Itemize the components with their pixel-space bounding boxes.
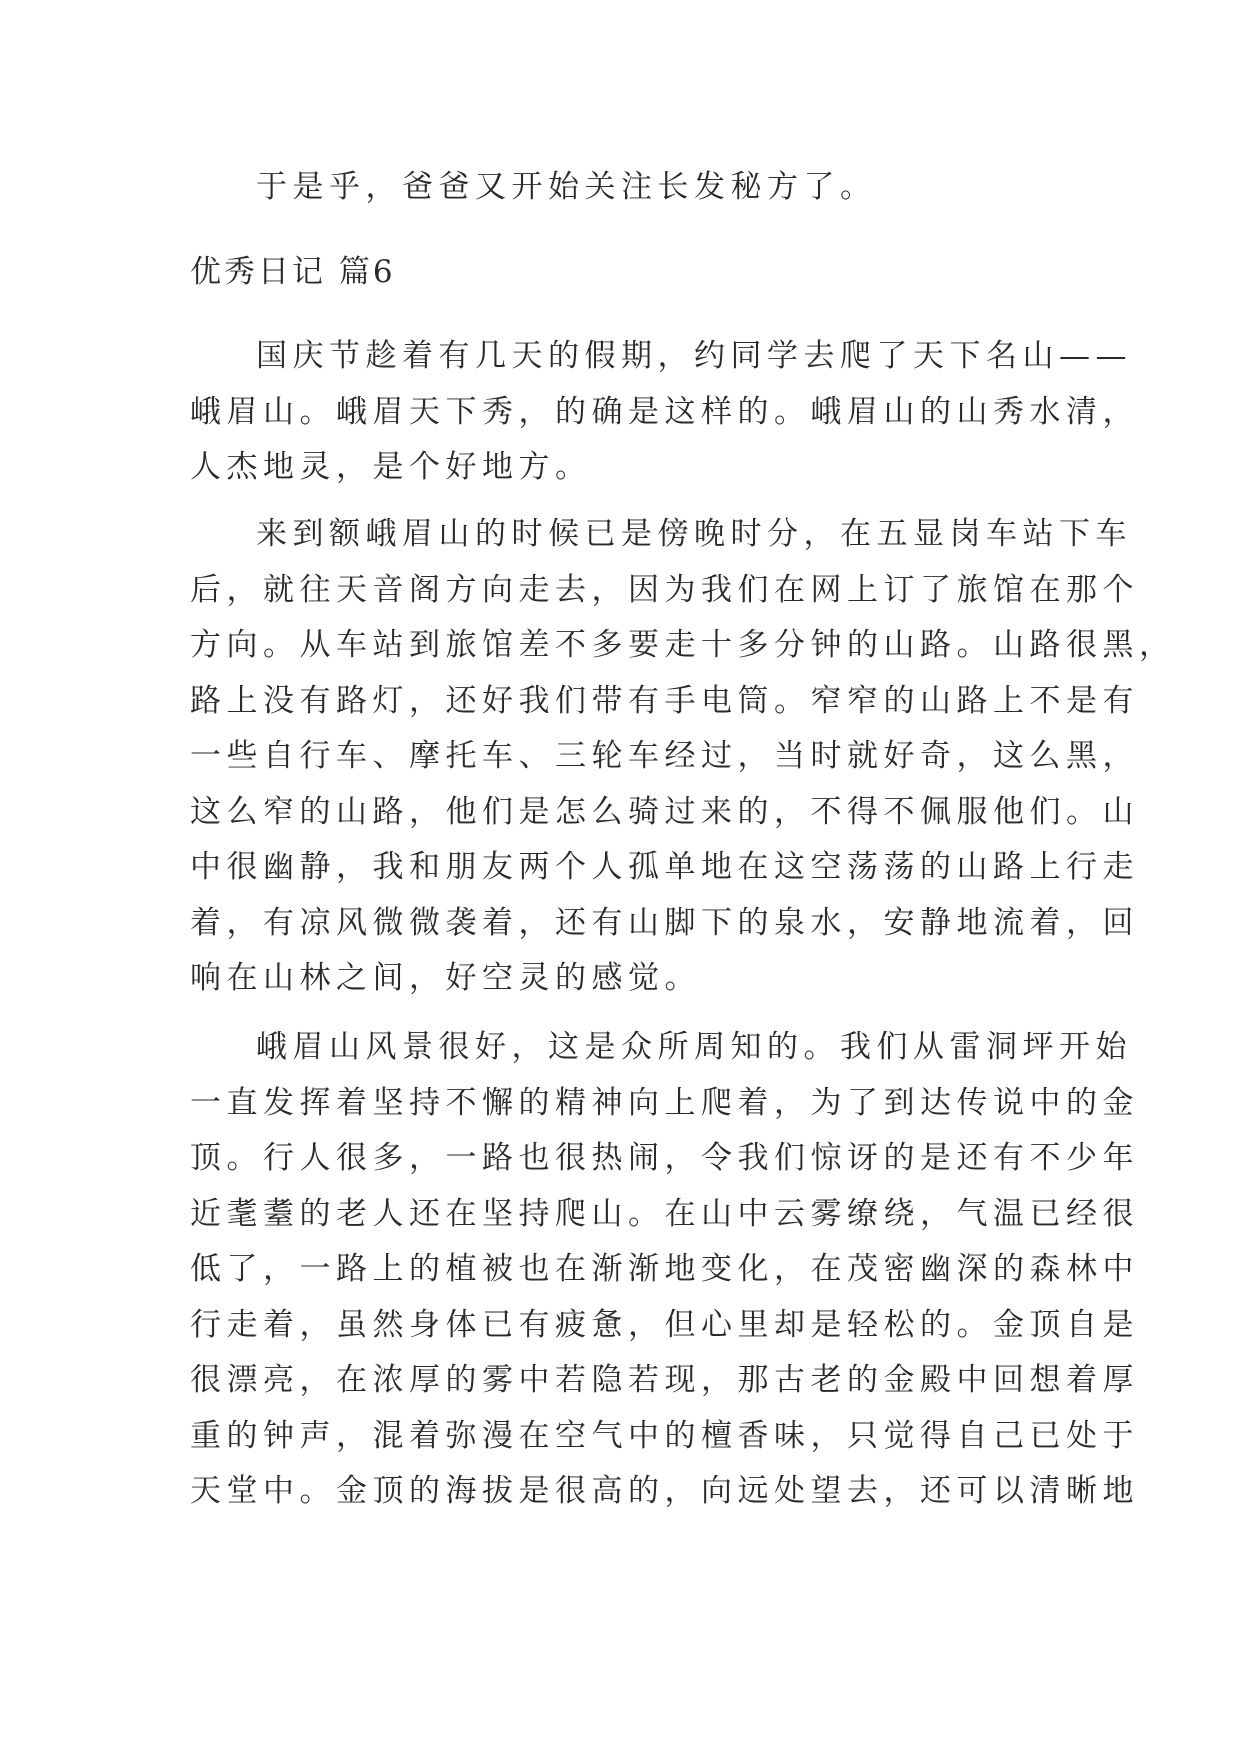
text-line: 一直发挥着坚持不懈的精神向上爬着，为了到达传说中的金 — [190, 1084, 1139, 1121]
section-heading: 优秀日记 篇6 — [190, 254, 396, 290]
text-line: 这么窄的山路，他们是怎么骑过来的，不得不佩服他们。山 — [190, 793, 1139, 830]
text-line: 后，就往天音阁方向走去，因为我们在网上订了旅馆在那个 — [190, 571, 1139, 608]
text-line: 中很幽静，我和朋友两个人孤单地在这空荡荡的山路上行走 — [190, 849, 1139, 885]
text-line: 路上没有路灯，还好我们带有手电筒。窄窄的山路上不是有 — [190, 682, 1139, 719]
text-line: 一些自行车、摩托车、三轮车经过，当时就好奇，这么黑， — [190, 738, 1139, 774]
text-line: 重的钟声，混着弥漫在空气中的檀香味，只觉得自己已处于 — [190, 1417, 1139, 1454]
text-line: 于是乎，爸爸又开始关注长发秘方了。 — [256, 169, 877, 205]
text-line: 天堂中。金顶的海拔是很高的，向远处望去，还可以清晰地 — [190, 1473, 1139, 1509]
text-line: 人杰地灵，是个好地方。 — [190, 449, 592, 485]
text-line: 着，有凉风微微袭着，还有山脚下的泉水，安静地流着，回 — [190, 904, 1139, 941]
text-line: 顶。行人很多，一路也很热闹，令我们惊讶的是还有不少年 — [190, 1140, 1139, 1176]
text-line: 响在山林之间，好空灵的感觉。 — [190, 960, 701, 996]
text-line: 行走着，虽然身体已有疲惫，但心里却是轻松的。金顶自是 — [190, 1306, 1139, 1343]
text-line: 低了，一路上的植被也在渐渐地变化，在茂密幽深的森林中 — [190, 1251, 1139, 1287]
paragraph-3 — [190, 1020, 1139, 1520]
text-line: 近耄耋的老人还在坚持爬山。在山中云雾缭绕，气温已经很 — [190, 1195, 1139, 1232]
text-line: 很漂亮，在浓厚的雾中若隐若现，那古老的金殿中回想着厚 — [190, 1362, 1139, 1398]
paragraph-1 — [190, 329, 1139, 496]
text-line: 峨眉山。峨眉天下秀，的确是这样的。峨眉山的山秀水清， — [190, 393, 1139, 430]
text-line: 方向。从车站到旅馆差不多要走十多分钟的山路。山路很黑， — [190, 627, 1176, 663]
text-line: 国庆节趁着有几天的假期，约同学去爬了天下名山—— — [256, 338, 1132, 374]
text-line: 峨眉山风景很好，这是众所周知的。我们从雷洞坪开始 — [256, 1029, 1132, 1065]
text-line: 来到额峨眉山的时候已是傍晚时分，在五显岗车站下车 — [256, 516, 1132, 552]
intro-paragraph — [190, 160, 1052, 216]
paragraph-2 — [190, 507, 1176, 1007]
